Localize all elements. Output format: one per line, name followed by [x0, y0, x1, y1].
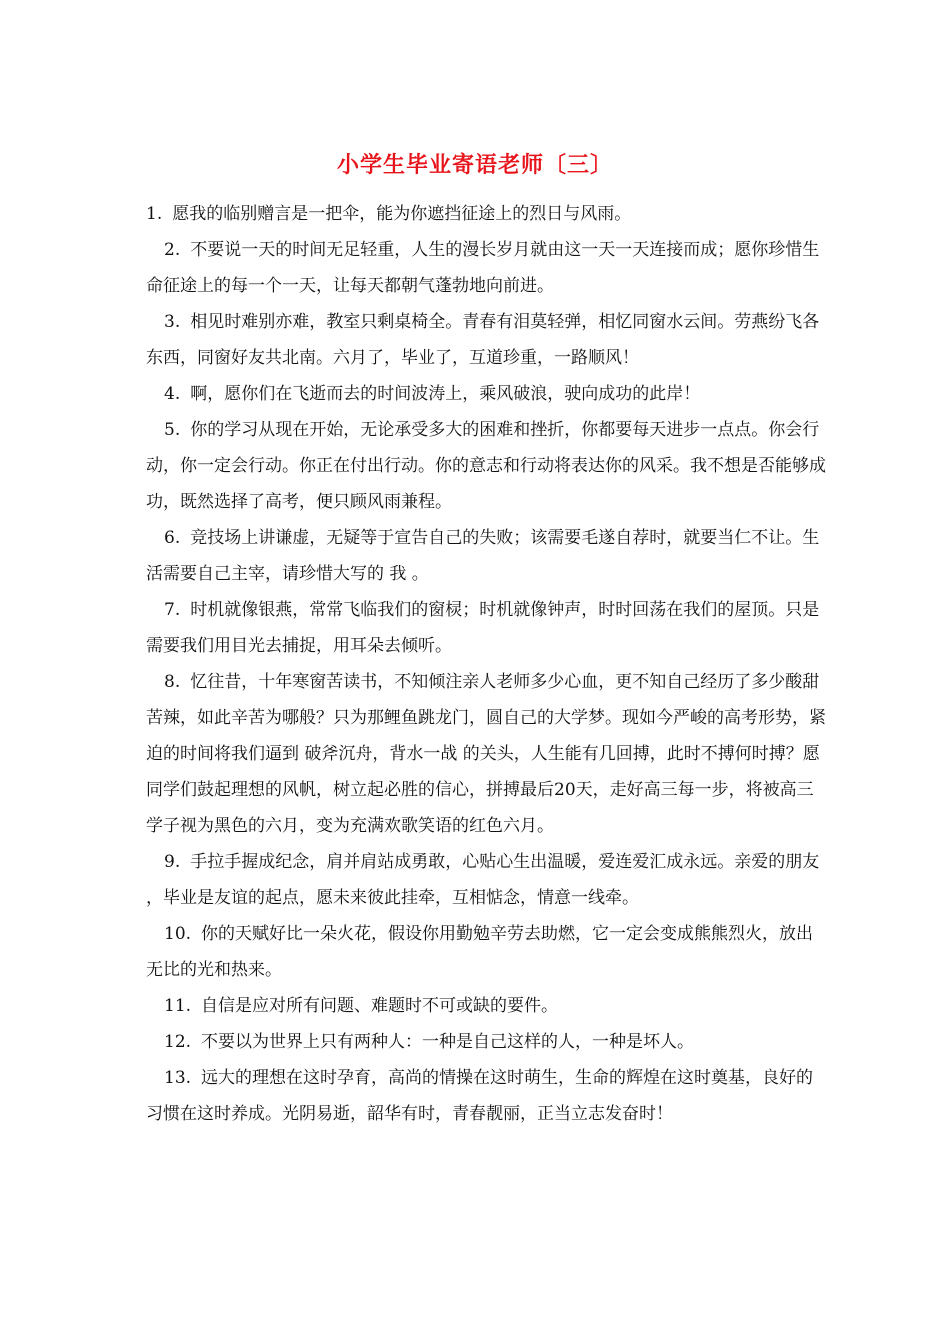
list-item [146, 988, 826, 1024]
list-item [146, 592, 826, 664]
item-text: 你的天赋好比一朵火花，假设你用勤勉辛劳去助燃，它一定会变成熊熊烈火，放出无比的光和热来。 [146, 924, 814, 980]
list-item [146, 232, 826, 304]
list-item [146, 520, 826, 592]
item-number: 1. [146, 204, 163, 224]
list-item [146, 916, 826, 988]
item-number: 8. [164, 672, 181, 692]
item-number: 4. [164, 384, 181, 404]
list-item [146, 196, 826, 232]
document-title: 小学生毕业寄语老师〔三〕 [336, 152, 613, 178]
item-number: 7. [164, 600, 181, 620]
item-number: 12. [164, 1032, 192, 1052]
list-item [146, 664, 826, 844]
list-item [146, 376, 826, 412]
item-text: 不要说一天的时间无足轻重，人生的漫长岁月就由这一天一天连接而成；愿你珍惜生命征途上的每一个一天，让每天都朝气蓬勃地向前进。 [146, 240, 820, 296]
document-body [146, 196, 826, 1132]
item-text: 竞技场上讲谦虚，无疑等于宣告自己的失败；该需要毛遂自荐时，就要当仁不让。生活需要自己主宰，请珍惜大写的 我 。 [146, 528, 820, 584]
item-number: 3. [164, 312, 181, 332]
item-text: 愿我的临别赠言是一把伞，能为你遮挡征途上的烈日与风雨。 [172, 204, 632, 224]
item-text: 自信是应对所有问题、难题时不可或缺的要件。 [201, 996, 559, 1016]
item-number: 9. [164, 852, 181, 872]
item-text: 你的学习从现在开始，无论承受多大的困难和挫折，你都要每天进步一点点。你会行动，你一定会行动。你正在付出行动。你的意志和行动将表达你的风采。我不想是否能够成功，既然选择了高考，便只顾风雨兼程。 [146, 420, 826, 512]
item-text: 不要以为世界上只有两种人：一种是自己这样的人，一种是坏人。 [201, 1032, 695, 1052]
item-number: 10. [164, 924, 192, 944]
list-item [146, 1060, 826, 1132]
item-number: 11. [164, 996, 192, 1016]
list-item [146, 844, 826, 916]
item-text: 手拉手握成纪念，肩并肩站成勇敢，心贴心生出温暖，爱连爱汇成永远。亲爱的朋友，毕业是友谊的起点，愿未来彼此挂牵，互相惦念，情意一线牵。 [146, 852, 820, 908]
item-text: 时机就像银燕，常常飞临我们的窗棂；时机就像钟声，时时回荡在我们的屋顶。只是需要我们用目光去捕捉，用耳朵去倾听。 [146, 600, 820, 656]
list-item [146, 1024, 826, 1060]
item-number: 13. [164, 1068, 192, 1088]
list-item [146, 304, 826, 376]
item-number: 2. [164, 240, 181, 260]
item-text: 远大的理想在这时孕育，高尚的情操在这时萌生，生命的辉煌在这时奠基，良好的习惯在这时养成。光阴易逝，韶华有时，青春靓丽，正当立志发奋时！ [146, 1068, 814, 1124]
item-number: 5. [164, 420, 181, 440]
item-text: 相见时难别亦难，教室只剩桌椅全。青春有泪莫轻弹，相忆同窗水云间。劳燕纷飞各东西，同窗好友共北南。六月了，毕业了，互道珍重，一路顺风！ [146, 312, 820, 368]
item-text: 忆往昔，十年寒窗苦读书，不知倾注亲人老师多少心血，更不知自己经历了多少酸甜苦辣，如此辛苦为哪般？只为那鲤鱼跳龙门，圆自己的大学梦。现如今严峻的高考形势，紧迫的时间将我们逼到 破斧沉舟，背水一战 的关头，人生能有几回搏，此时不搏何时搏？愿同学们鼓起理想的风帆，树立起必胜的信心，拼搏最后20天，走好高三每一步，将被高三学子视为黑色的六月，变为充满欢歌笑语的红色六月。 [146, 672, 826, 836]
list-item [146, 412, 826, 520]
item-text: 啊，愿你们在飞逝而去的时间波涛上，乘风破浪，驶向成功的此岸！ [190, 384, 701, 404]
item-number: 6. [164, 528, 181, 548]
